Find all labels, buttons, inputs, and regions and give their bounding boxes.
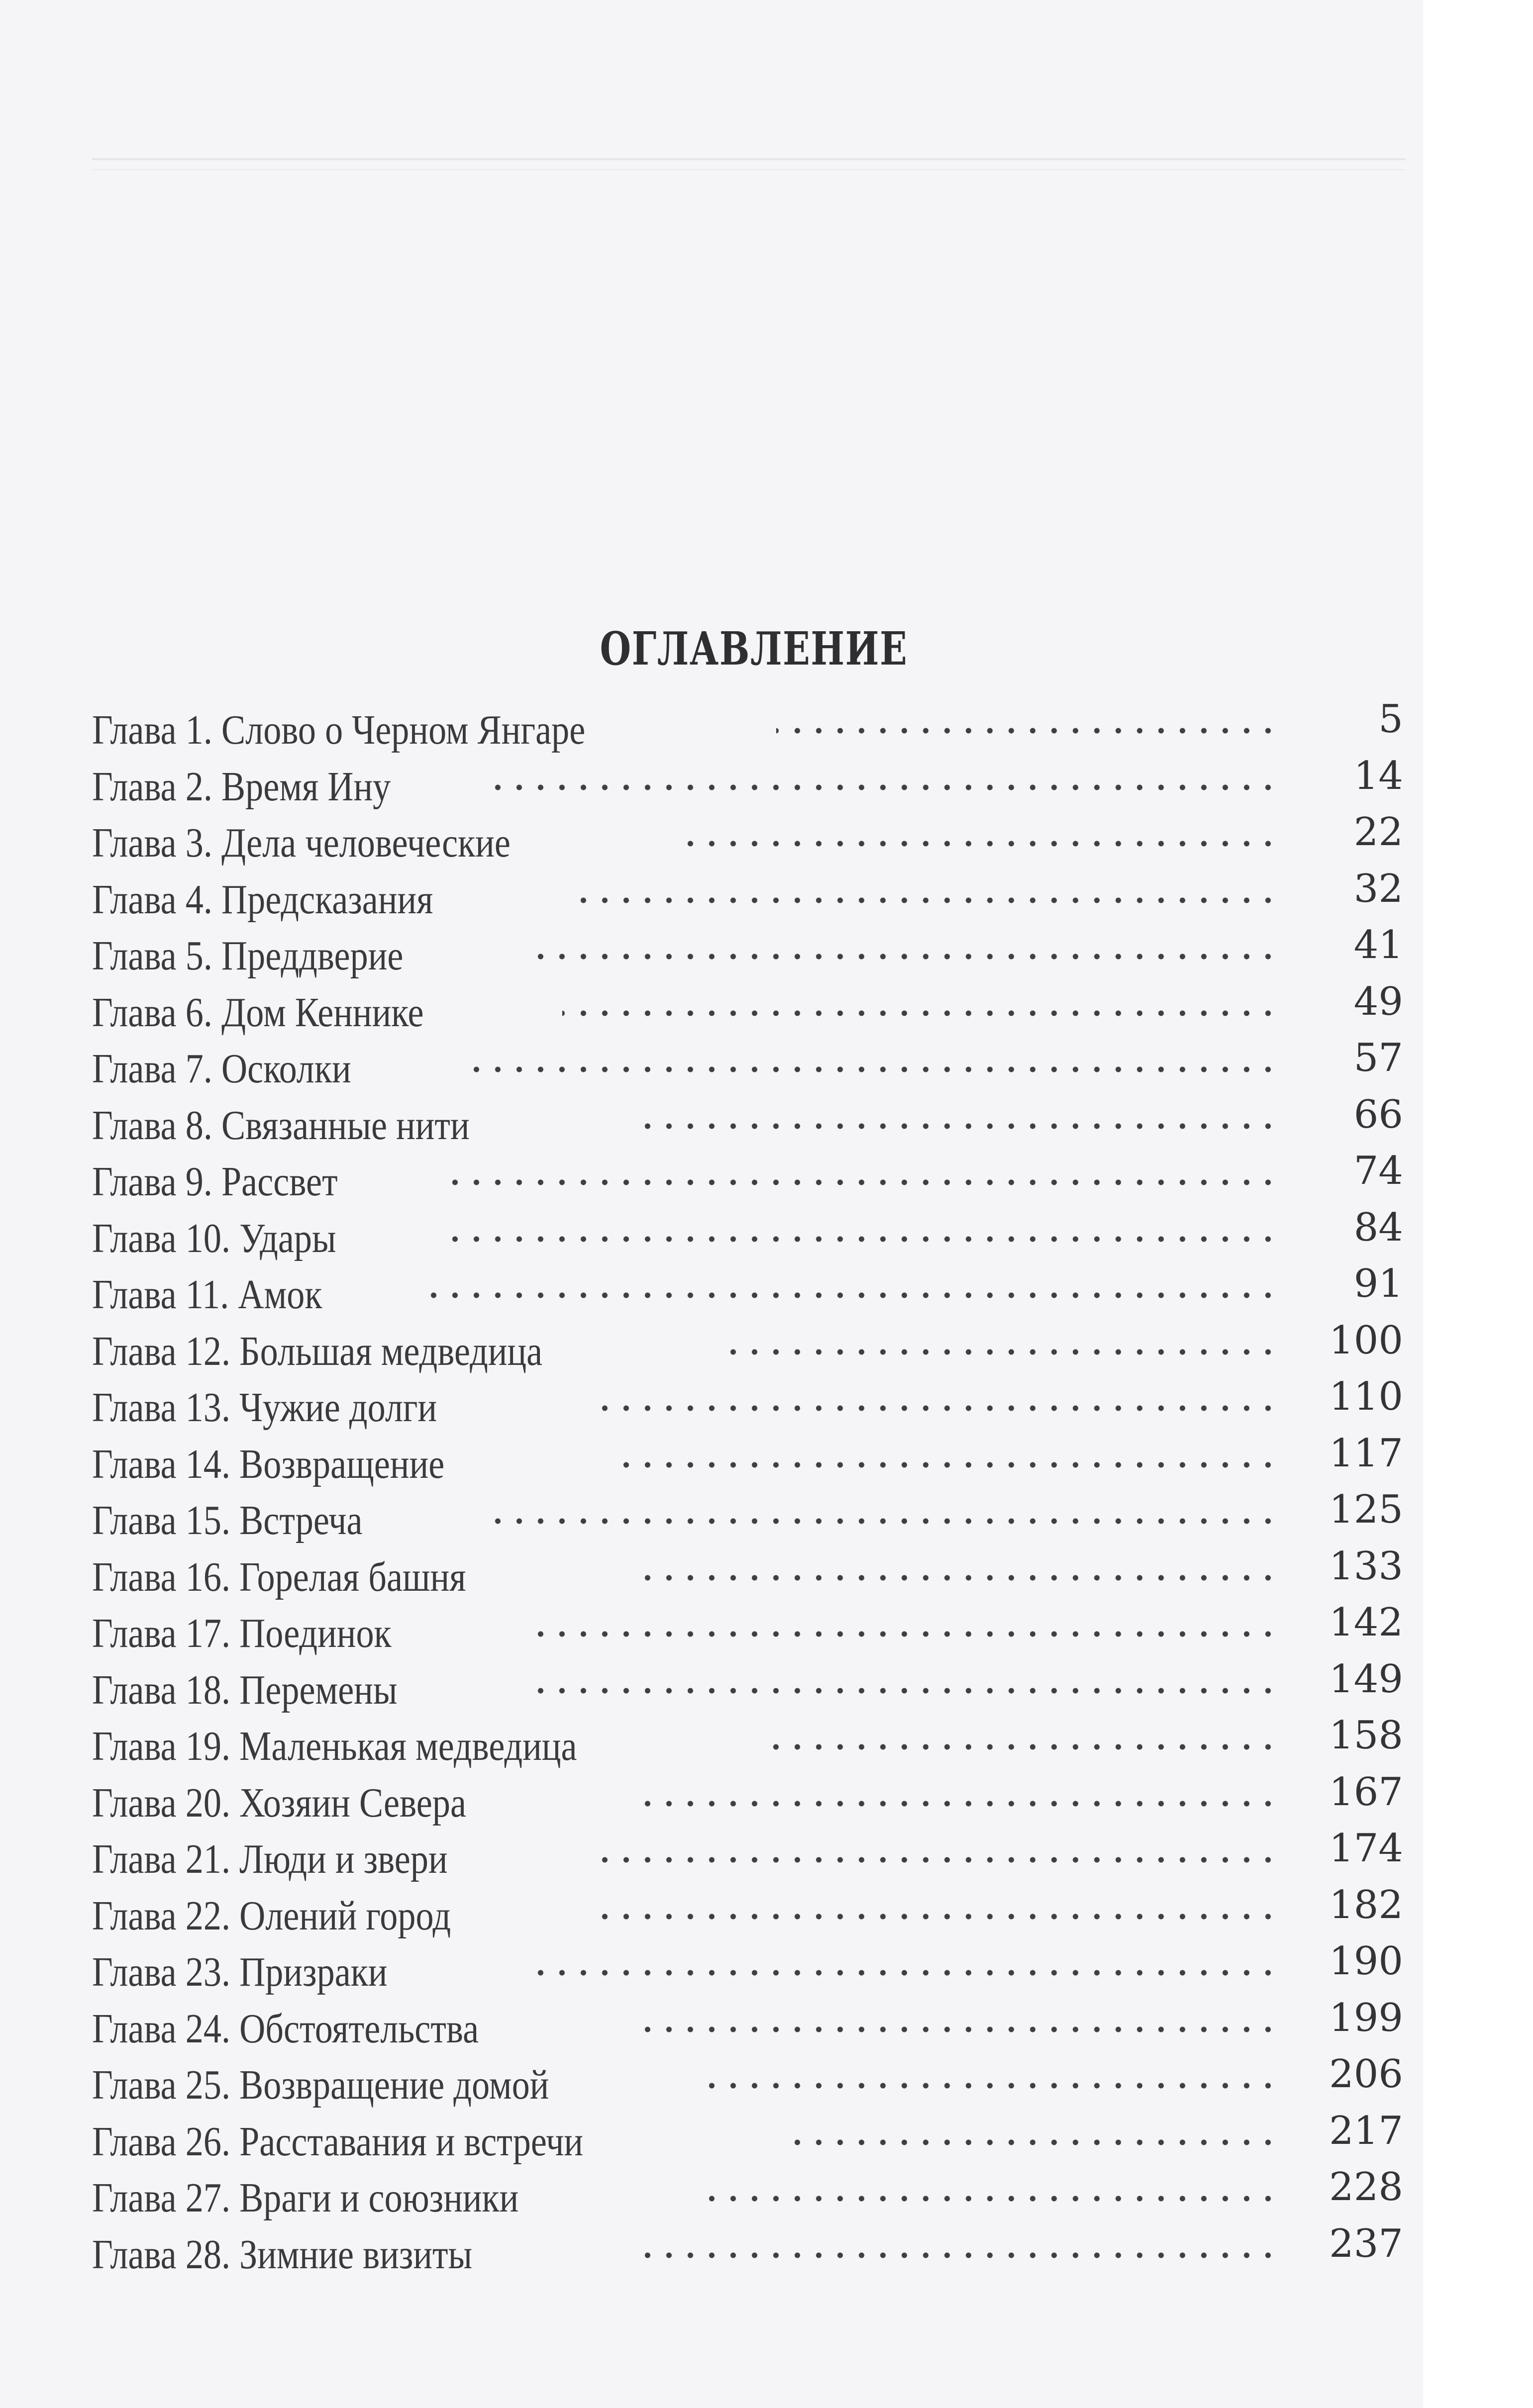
dot-leader bbox=[490, 1518, 1279, 1525]
toc-entry-page-number: 91 bbox=[1353, 1261, 1403, 1306]
dot-leader bbox=[587, 1405, 1279, 1412]
toc-entry-chapter-21[interactable] bbox=[92, 1826, 1403, 1884]
toc-entry-label: Глава 21. Люди и звери bbox=[92, 1836, 448, 1882]
toc-entry-page-number: 41 bbox=[1353, 923, 1403, 967]
toc-entry-chapter-9[interactable] bbox=[92, 1149, 1403, 1207]
toc-entry-chapter-5[interactable] bbox=[92, 923, 1403, 981]
toc-entry-label: Глава 15. Встреча bbox=[92, 1497, 363, 1543]
toc-entry-page-number: 182 bbox=[1329, 1882, 1403, 1927]
dot-leader bbox=[592, 1913, 1279, 1920]
toc-entry-label: Глава 22. Олений город bbox=[92, 1892, 451, 1939]
toc-entry-page-number: 32 bbox=[1353, 866, 1403, 911]
toc-entry-label: Глава 27. Враги и союзники bbox=[92, 2175, 519, 2221]
toc-entry-chapter-23[interactable] bbox=[92, 1939, 1403, 1997]
dot-leader bbox=[532, 953, 1279, 960]
toc-entry-label: Глава 1. Слово о Черном Янгаре bbox=[92, 707, 586, 753]
toc-entry-page-number: 110 bbox=[1329, 1374, 1403, 1419]
toc-entry-label: Глава 16. Горелая башня bbox=[92, 1553, 466, 1600]
dot-leader bbox=[637, 2026, 1279, 2033]
toc-entry-page-number: 14 bbox=[1353, 753, 1403, 798]
toc-entry-label: Глава 6. Дом Кеннике bbox=[92, 989, 424, 1036]
toc-entry-page-number: 158 bbox=[1329, 1713, 1403, 1758]
toc-entry-label: Глава 19. Маленькая медведица bbox=[92, 1723, 577, 1769]
toc-entry-chapter-27[interactable] bbox=[92, 2165, 1403, 2223]
toc-entry-label: Глава 24. Обстоятельства bbox=[92, 2005, 479, 2052]
toc-entry-page-number: 49 bbox=[1353, 979, 1403, 1024]
dot-leader bbox=[784, 2139, 1279, 2146]
toc-entry-label: Глава 23. Призраки bbox=[92, 1949, 388, 1995]
toc-entry-label: Глава 11. Амок bbox=[92, 1271, 322, 1318]
dot-leader bbox=[592, 1856, 1279, 1863]
toc-entry-chapter-6[interactable] bbox=[92, 979, 1403, 1038]
dot-leader bbox=[707, 2082, 1279, 2089]
toc-entry-label: Глава 10. Удары bbox=[92, 1215, 336, 1261]
dot-leader bbox=[632, 1123, 1279, 1130]
dot-leader bbox=[697, 2195, 1279, 2202]
toc-entry-chapter-20[interactable] bbox=[92, 1769, 1403, 1828]
toc-entry-page-number: 217 bbox=[1329, 2108, 1403, 2153]
toc-entry-page-number: 167 bbox=[1329, 1769, 1403, 1815]
toc-entry-chapter-10[interactable] bbox=[92, 1205, 1403, 1263]
toc-entry-chapter-16[interactable] bbox=[92, 1543, 1403, 1602]
toc-entry-chapter-4[interactable] bbox=[92, 866, 1403, 925]
dot-leader bbox=[761, 1743, 1279, 1750]
dot-leader bbox=[532, 1631, 1279, 1637]
dot-leader bbox=[448, 1179, 1279, 1186]
toc-entry-chapter-28[interactable] bbox=[92, 2221, 1403, 2280]
toc-entry-label: Глава 14. Возвращение bbox=[92, 1441, 445, 1487]
dot-leader bbox=[527, 1969, 1279, 1976]
dot-leader bbox=[716, 1348, 1279, 1355]
dot-leader bbox=[465, 1066, 1279, 1073]
toc-entry-label: Глава 20. Хозяин Севера bbox=[92, 1779, 467, 1826]
dot-leader bbox=[610, 1461, 1279, 1468]
toc-entry-chapter-8[interactable] bbox=[92, 1092, 1403, 1151]
toc-entry-page-number: 5 bbox=[1378, 697, 1403, 742]
toc-entry-label: Глава 17. Поединок bbox=[92, 1610, 392, 1656]
toc-entry-page-number: 133 bbox=[1329, 1543, 1403, 1589]
toc-entry-page-number: 84 bbox=[1353, 1205, 1403, 1250]
toc-entry-chapter-18[interactable] bbox=[92, 1656, 1403, 1715]
toc-entry-chapter-19[interactable] bbox=[92, 1713, 1403, 1771]
dot-leader bbox=[562, 1010, 1279, 1017]
toc-entry-page-number: 100 bbox=[1329, 1318, 1403, 1363]
toc-entry-label: Глава 12. Большая медведица bbox=[92, 1328, 543, 1374]
toc-entry-chapter-11[interactable] bbox=[92, 1261, 1403, 1320]
toc-entry-page-number: 199 bbox=[1329, 1995, 1403, 2040]
dot-leader bbox=[565, 897, 1279, 904]
toc-entry-page-number: 117 bbox=[1329, 1431, 1403, 1476]
toc-entry-page-number: 174 bbox=[1329, 1826, 1403, 1871]
toc-entry-chapter-15[interactable] bbox=[92, 1487, 1403, 1545]
toc-entry-label: Глава 8. Связанные нити bbox=[92, 1102, 470, 1149]
toc-entry-label: Глава 18. Перемены bbox=[92, 1666, 398, 1713]
toc-entry-chapter-14[interactable] bbox=[92, 1431, 1403, 1489]
toc-entry-chapter-3[interactable] bbox=[92, 810, 1403, 868]
dot-leader bbox=[687, 840, 1279, 847]
toc-entry-chapter-2[interactable] bbox=[92, 753, 1403, 812]
dot-leader bbox=[642, 2252, 1279, 2259]
toc-entry-label: Глава 28. Зимние визиты bbox=[92, 2231, 473, 2278]
toc-entry-label: Глава 4. Предсказания bbox=[92, 876, 433, 923]
toc-entry-label: Глава 2. Время Ину bbox=[92, 763, 391, 810]
toc-entry-label: Глава 3. Дела человеческие bbox=[92, 820, 511, 866]
toc-entry-page-number: 228 bbox=[1329, 2165, 1403, 2210]
dot-leader bbox=[522, 1687, 1279, 1694]
toc-entry-page-number: 206 bbox=[1329, 2052, 1403, 2097]
toc-entry-label: Глава 26. Расставания и встречи bbox=[92, 2118, 584, 2165]
toc-entry-chapter-7[interactable] bbox=[92, 1036, 1403, 1094]
dot-leader bbox=[423, 1292, 1279, 1299]
dot-leader bbox=[485, 784, 1279, 791]
toc-entry-page-number: 237 bbox=[1329, 2221, 1403, 2266]
toc-entry-page-number: 125 bbox=[1329, 1487, 1403, 1532]
toc-entry-page-number: 149 bbox=[1329, 1656, 1403, 1702]
dot-leader bbox=[642, 1574, 1279, 1581]
toc-entry-label: Глава 25. Возвращение домой bbox=[92, 2062, 549, 2108]
dot-leader bbox=[776, 727, 1279, 734]
toc-title: ОГЛАВЛЕНИЕ bbox=[600, 621, 908, 675]
dot-leader bbox=[448, 1236, 1279, 1243]
toc-entry-page-number: 22 bbox=[1353, 810, 1403, 855]
toc-entry-chapter-1[interactable] bbox=[92, 697, 1403, 755]
toc-entry-page-number: 74 bbox=[1353, 1149, 1403, 1193]
toc-entry-page-number: 66 bbox=[1353, 1092, 1403, 1137]
dot-leader bbox=[632, 1800, 1279, 1807]
toc-entry-chapter-12[interactable] bbox=[92, 1318, 1403, 1376]
toc-entry-label: Глава 7. Осколки bbox=[92, 1046, 351, 1092]
toc-entry-page-number: 142 bbox=[1329, 1600, 1403, 1645]
toc-entry-chapter-26[interactable] bbox=[92, 2108, 1403, 2167]
toc-entry-page-number: 190 bbox=[1329, 1939, 1403, 1984]
toc-entry-chapter-25[interactable] bbox=[92, 2052, 1403, 2110]
toc-entry-chapter-13[interactable] bbox=[92, 1374, 1403, 1433]
toc-entry-chapter-22[interactable] bbox=[92, 1882, 1403, 1941]
toc-entry-page-number: 57 bbox=[1353, 1036, 1403, 1080]
toc-entry-label: Глава 13. Чужие долги bbox=[92, 1384, 437, 1431]
toc-entry-label: Глава 9. Рассвет bbox=[92, 1158, 338, 1205]
toc-entry-chapter-17[interactable] bbox=[92, 1600, 1403, 1658]
toc-entry-label: Глава 5. Преддверие bbox=[92, 933, 404, 979]
toc-entry-chapter-24[interactable] bbox=[92, 1995, 1403, 2054]
